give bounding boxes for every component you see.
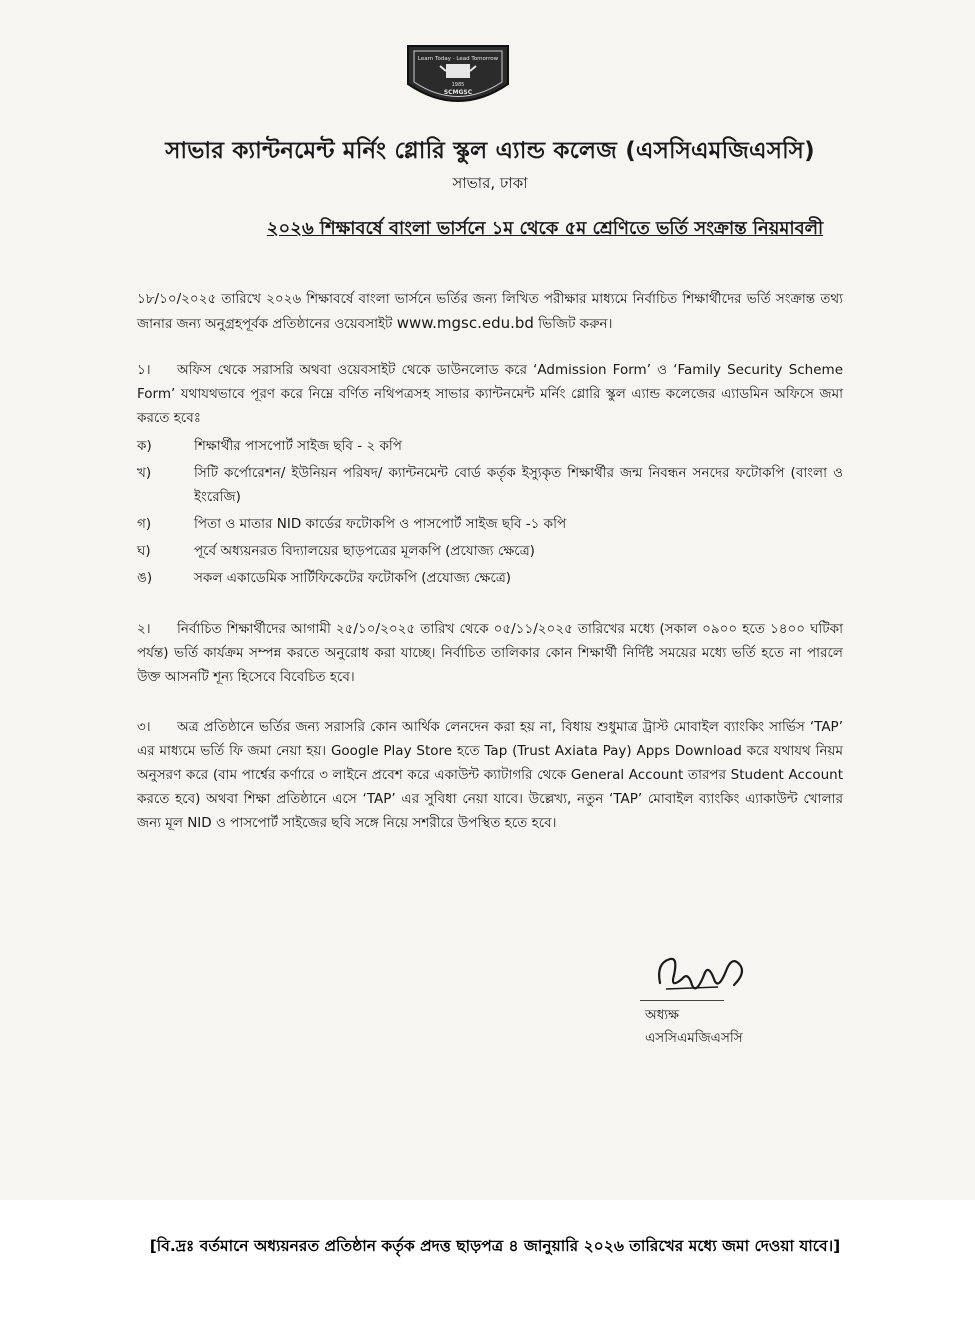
signatory-organization: এসসিএমজিএসসি bbox=[645, 1030, 743, 1046]
section-1 bbox=[137, 358, 843, 430]
list-marker: ঘ) bbox=[137, 543, 151, 559]
intro-paragraph bbox=[137, 287, 843, 336]
intro-text: ১৮/১০/২০২৫ তারিখে ২০২৬ শিক্ষাবর্ষে বাংলা ভার্সনে ভর্তির জন্য লিখিত পরীক্ষার মাধ্যমে নির্বাচিত শিক্ষার্থীদের ভর্তি সংক্রান্ত তথ্য জানার জন্য অনুগ্রহপূর্বক প্রতিষ্ঠানের ওয়েবসাইট bbox=[137, 291, 843, 332]
signatory-title: অধ্যক্ষ bbox=[645, 1007, 680, 1023]
section-2 bbox=[137, 617, 843, 689]
school-name: সাভার ক্যান্টনমেন্ট মর্নিং গ্লোরি স্কুল এ্যান্ড কলেজ (এসসিএমজিএসসি) bbox=[165, 138, 815, 164]
list-item bbox=[137, 512, 843, 536]
intro-text-end: ভিজিট করুন। bbox=[538, 316, 613, 332]
list-text: শিক্ষার্থীর পাসপোর্ট সাইজ ছবি - ২ কপি bbox=[194, 438, 402, 454]
section-2-number: ২। bbox=[137, 621, 151, 637]
document-title: ২০২৬ শিক্ষাবর্ষে বাংলা ভার্সনে ১ম থেকে ৫ম শ্রেণিতে ভর্তি সংক্রান্ত নিয়মাবলী bbox=[266, 218, 824, 239]
list-marker: খ) bbox=[137, 465, 152, 481]
list-item bbox=[137, 461, 843, 509]
school-location: সাভার, ঢাকা bbox=[452, 174, 528, 192]
footnote: [বি.দ্রঃ বর্তমানে অধ্যয়নরত প্রতিষ্ঠান কর্তৃক প্রদত্ত ছাড়পত্র ৪ জানুয়ারি ২০২৬ তারিখের মধ্যে জমা দেওয়া যাবে।] bbox=[149, 1237, 841, 1255]
section-2-text: নির্বাচিত শিক্ষার্থীদের আগামী ২৫/১০/২০২৫ তারিখ থেকে ০৫/১১/২০২৫ তারিখের মধ্যে (সকাল ০৯০০ হতে ১৪০০ ঘটিকা পর্যন্ত) ভর্তি কার্যক্রম সম্পন্ন করতে অনুরোধ করা যাচ্ছে। নির্বাচিত তালিকার কোন শিক্ষার্থী নির্দিষ্ট সময়ের মধ্যে ভর্তি হতে না পারলে উক্ত আসনটি শূন্য হিসেবে বিবেচিত হবে। bbox=[137, 621, 843, 685]
list-item bbox=[137, 434, 843, 458]
signature-line bbox=[640, 1000, 724, 1001]
section-3 bbox=[137, 715, 843, 835]
section-3-text: অত্র প্রতিষ্ঠানে ভর্তির জন্য সরাসরি কোন আর্থিক লেনদেন করা হয় না, বিধায় শুধুমাত্র ট্রাস্ট মোবাইল ব্যাংকিং সার্ভিস ‘TAP’ এর মাধ্যমে ভর্তি ফি জমা নেয়া হয়। Google Play Store হতে Tap (Trust Axiata Pay) Apps Download করে যথাযথ নিয়ম অনুসরণ করে (বাম পার্শ্বের কর্ণারে ৩ লাইনে প্রবেশ করে একাউন্ট ক্যাটাগরি থেকে General Account তারপর Student Account করতে হবে) অথবা শিক্ষা প্রতিষ্ঠানে এসে ‘TAP’ এর সুবিধা নেয়া যাবে। উল্লেখ্য, নতুন ‘TAP’ মোবাইল ব্যাংকিং এ্যাকাউন্ট খোলার জন্য মূল NID ও পাসপোর্ট সাইজের ছবি সঙ্গে নিয়ে সশরীরে উপস্থিত হতে হবে। bbox=[137, 719, 843, 831]
school-crest-icon bbox=[402, 40, 514, 110]
list-marker: ঙ) bbox=[137, 570, 153, 586]
logo-motto: Learn Today - Lead Tomorrow bbox=[417, 56, 499, 62]
logo-year: 1985 bbox=[451, 82, 465, 88]
list-text: সকল একাডেমিক সার্টিফিকেটের ফটোকপি (প্রযোজ্য ক্ষেত্রে) bbox=[194, 570, 512, 586]
list-text: সিটি কর্পোরেশন/ ইউনিয়ন পরিষদ/ ক্যান্টনমেন্ট বোর্ড কর্তৃক ইস্যুকৃত শিক্ষার্থীর জন্ম নিবন্ধন সনদের ফটোকপি (বাংলা ও ইংরেজি) bbox=[194, 465, 843, 505]
section-3-number: ৩। bbox=[137, 719, 151, 735]
signature-icon bbox=[648, 945, 758, 1005]
list-text: পিতা ও মাতার NID কার্ডের ফটোকপি ও পাসপোর্ট সাইজ ছবি -১ কপি bbox=[194, 516, 567, 532]
list-text: পূর্বে অধ্যয়নরত বিদ্যালয়ের ছাড়পত্রের মূলকপি (প্রযোজ্য ক্ষেত্রে) bbox=[194, 543, 535, 559]
logo-initials: SCMGSC bbox=[443, 89, 473, 96]
document-checklist bbox=[137, 434, 843, 593]
list-marker: ক) bbox=[137, 438, 152, 454]
list-item bbox=[137, 539, 843, 563]
section-1-text: অফিস থেকে সরাসরি অথবা ওয়েবসাইট থেকে ডাউনলোড করে ‘Admission Form’ ও ‘Family Security Scheme Form’ যথাযথভাবে পূরণ করে নিম্নে বর্ণিত নথিপত্রসহ সাভার ক্যান্টনমেন্ট মর্নিং গ্লোরি স্কুল এ্যান্ড কলেজের এ্যাডমিন অফিসে জমা করতে হবেঃ bbox=[137, 362, 843, 426]
website-link[interactable]: www.mgsc.edu.bd bbox=[396, 314, 534, 332]
section-1-number: ১। bbox=[137, 362, 151, 378]
list-item bbox=[137, 566, 843, 590]
list-marker: গ) bbox=[137, 516, 152, 532]
